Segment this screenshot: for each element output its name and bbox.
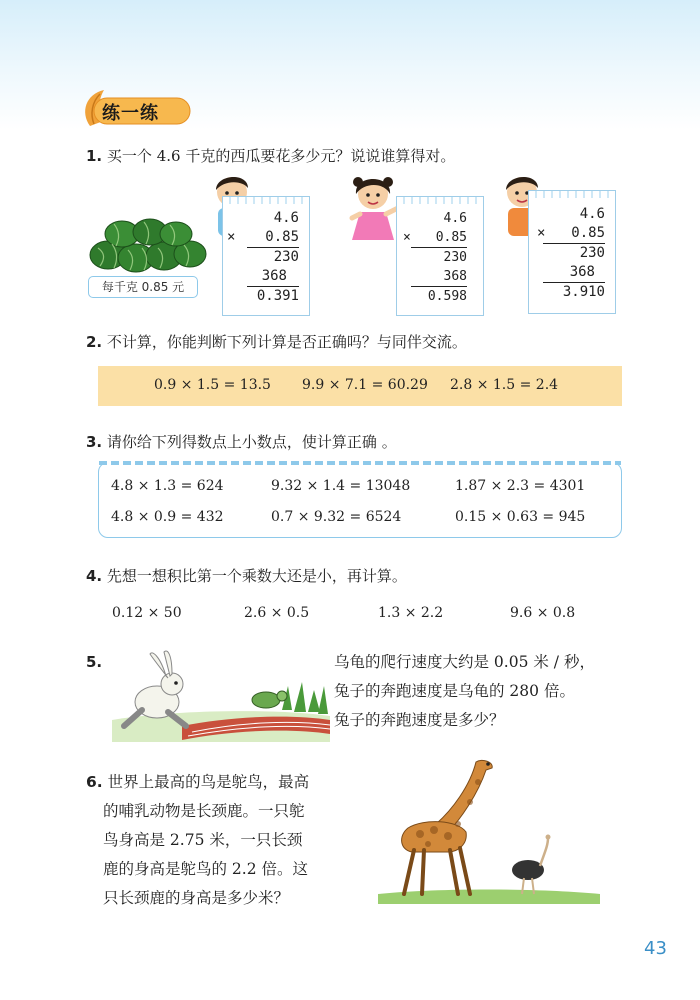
question-1-number: 1. bbox=[86, 147, 103, 165]
watermelon-illustration bbox=[88, 210, 208, 275]
calc-1-p2: 368 bbox=[247, 267, 299, 287]
question-6-line-1: 世界上最高的鸟是鸵鸟，最高 bbox=[107, 773, 310, 791]
question-5-number-wrap bbox=[86, 652, 102, 672]
calc-card-3-body bbox=[537, 205, 605, 302]
calc-2-times: × bbox=[403, 230, 411, 245]
question-6-line-4: 鹿的身高是鸵鸟的 2.2 倍。这 bbox=[103, 860, 309, 878]
question-2-banner bbox=[98, 366, 622, 406]
q2-item-3: 2.8 × 1.5 = 2.4 bbox=[450, 377, 559, 393]
calc-1-p1: 230 bbox=[273, 249, 299, 265]
question-6-line-2: 的哺乳动物是长颈鹿。一只鸵 bbox=[103, 802, 305, 820]
page-number: 43 bbox=[644, 938, 667, 959]
question-2-text: 不计算，你能判断下列计算是否正确吗？与同伴交流。 bbox=[106, 333, 467, 351]
q3-r1-c2: 9.32 × 1.4 = 13048 bbox=[271, 478, 411, 494]
question-6-text bbox=[86, 768, 309, 913]
question-3-box bbox=[98, 462, 622, 538]
question-1-text: 买一个 4.6 千克的西瓜要花多少元？说说谁算得对。 bbox=[106, 147, 456, 165]
section-title-badge bbox=[76, 86, 192, 130]
calc-card-1-body bbox=[227, 209, 299, 306]
question-5-line-2: 兔子的奔跑速度是乌龟的 280 倍。 bbox=[334, 682, 575, 700]
card-rings bbox=[223, 197, 309, 204]
section-title: 练一练 bbox=[102, 103, 159, 124]
rabbit-tortoise-illustration bbox=[112, 650, 330, 742]
calc-card-1 bbox=[222, 196, 310, 316]
girl-character bbox=[346, 168, 402, 248]
calc-3-result: 3.910 bbox=[562, 284, 605, 300]
calc-2-p1: 230 bbox=[443, 250, 467, 265]
q3-r1-c1: 4.8 × 1.3 = 624 bbox=[111, 478, 224, 494]
question-5-line-1: 乌龟的爬行速度大约是 0.05 米 / 秒， bbox=[334, 653, 595, 671]
question-2 bbox=[86, 332, 467, 352]
price-label bbox=[88, 276, 198, 298]
calc-1-b: 0.85 bbox=[265, 229, 299, 245]
question-4 bbox=[86, 566, 407, 586]
q3-r2-c1: 4.8 × 0.9 = 432 bbox=[111, 509, 224, 525]
q4-item-2: 2.6 × 0.5 bbox=[244, 605, 310, 621]
calc-2-b: 0.85 bbox=[435, 230, 467, 245]
calc-card-2-body bbox=[403, 209, 467, 306]
calc-2-p2: 368 bbox=[411, 267, 467, 287]
q4-item-4: 9.6 × 0.8 bbox=[510, 605, 576, 621]
q2-item-1: 0.9 × 1.5 = 13.5 bbox=[154, 377, 271, 393]
q4-item-1: 0.12 × 50 bbox=[112, 605, 182, 621]
question-6-line-5: 只长颈鹿的身高是多少米？ bbox=[103, 889, 290, 907]
q3-r2-c3: 0.15 × 0.63 = 945 bbox=[455, 509, 586, 525]
question-6-number: 6. bbox=[86, 773, 103, 791]
price-label-text: 每千克 0.85 元 bbox=[101, 280, 185, 294]
q3-r1-c3: 1.87 × 2.3 = 4301 bbox=[455, 478, 586, 494]
q4-item-3: 1.3 × 2.2 bbox=[378, 605, 444, 621]
calc-3-p1: 230 bbox=[579, 245, 605, 261]
question-4-text: 先想一想积比第一个乘数大还是小，再计算。 bbox=[106, 567, 407, 585]
calc-1-times: × bbox=[227, 229, 236, 245]
question-5-line-3: 兔子的奔跑速度是多少？ bbox=[334, 711, 505, 729]
question-3 bbox=[86, 432, 397, 452]
q3-r2-c2: 0.7 × 9.32 = 6524 bbox=[271, 509, 402, 525]
calc-3-p2: 368 bbox=[543, 263, 605, 283]
question-4-number: 4. bbox=[86, 567, 103, 585]
calc-3-b: 0.85 bbox=[571, 225, 605, 241]
calc-card-3 bbox=[528, 190, 616, 314]
question-1 bbox=[86, 146, 455, 166]
card-rings bbox=[529, 191, 615, 198]
question-3-number: 3. bbox=[86, 433, 103, 451]
question-3-text: 请你给下列得数点上小数点，使计算正确 。 bbox=[106, 433, 397, 451]
card-rings bbox=[397, 197, 483, 204]
q2-item-2: 9.9 × 7.1 = 60.29 bbox=[302, 377, 428, 393]
question-5-number: 5. bbox=[86, 653, 103, 671]
calc-2-a: 4.6 bbox=[443, 211, 467, 226]
question-2-number: 2. bbox=[86, 333, 103, 351]
calc-1-result: 0.391 bbox=[256, 288, 299, 304]
calc-2-result: 0.598 bbox=[427, 289, 467, 304]
box-wavy-edge bbox=[99, 461, 621, 465]
giraffe-ostrich-illustration bbox=[378, 754, 600, 904]
calc-1-a: 4.6 bbox=[273, 210, 299, 226]
calc-card-2 bbox=[396, 196, 484, 316]
calc-3-a: 4.6 bbox=[579, 206, 605, 222]
calc-3-times: × bbox=[537, 225, 546, 241]
question-5-text bbox=[334, 648, 595, 735]
question-6-line-3: 鸟身高是 2.75 米，一只长颈 bbox=[103, 831, 303, 849]
